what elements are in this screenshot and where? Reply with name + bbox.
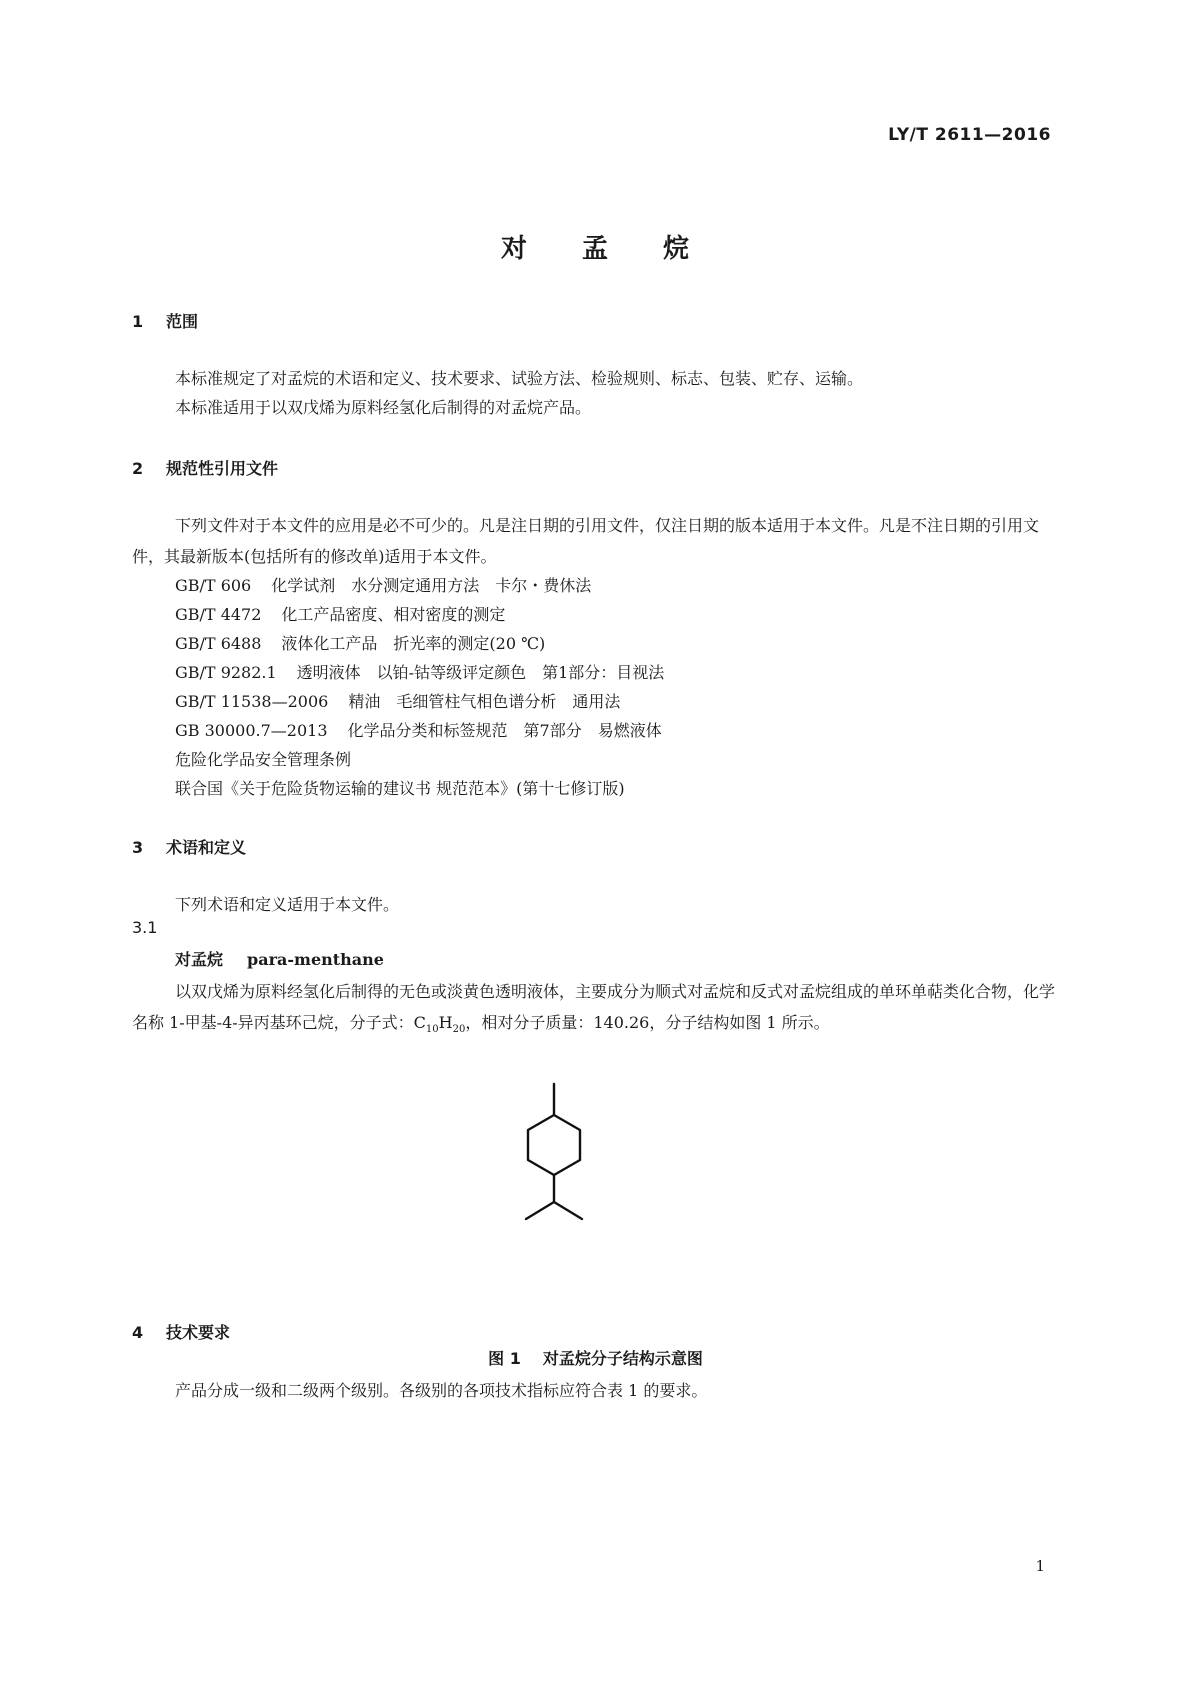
section-2-intro: 下列文件对于本文件的应用是必不可少的。凡是注日期的引用文件，仅注日期的版本适用于本文件。凡是不注日期的引用文件，其最新版本(包括所有的修改单)适用于本文件。 bbox=[132, 516, 1040, 566]
reference-title: 透明液体 以铂-钴等级评定颜色 第1部分：目视法 bbox=[296, 663, 665, 682]
formula-h: H bbox=[438, 1013, 453, 1032]
section-title: 技术要求 bbox=[166, 1323, 231, 1342]
reference-item bbox=[175, 689, 620, 712]
term-number: 3.1 bbox=[132, 918, 158, 937]
section-1-para-2: 本标准适用于以双戊烯为原料经氢化后制得的对孟烷产品。 bbox=[175, 398, 592, 417]
formula-c: C bbox=[413, 1013, 426, 1032]
isopropyl-branch-left bbox=[526, 1202, 554, 1219]
reference-title: 联合国《关于危险货物运输的建议书 规范范本》(第十七修订版) bbox=[175, 779, 625, 798]
reference-item bbox=[175, 718, 662, 741]
page-number: 1 bbox=[1035, 1557, 1045, 1575]
reference-code: GB/T 11538—2006 bbox=[175, 692, 329, 711]
figure-caption-text: 对孟烷分子结构示意图 bbox=[542, 1349, 703, 1368]
figure-label: 图 1 bbox=[488, 1349, 521, 1368]
reference-item bbox=[175, 631, 545, 654]
section-2-heading bbox=[132, 456, 278, 479]
term-heading bbox=[175, 947, 384, 970]
reference-title: 精油 毛细管柱气相色谱分析 通用法 bbox=[348, 692, 621, 711]
reference-code: GB/T 4472 bbox=[175, 605, 262, 624]
reference-item bbox=[175, 602, 505, 625]
section-4-heading bbox=[132, 1320, 230, 1343]
reference-code: GB/T 6488 bbox=[175, 634, 262, 653]
section-3-intro: 下列术语和定义适用于本文件。 bbox=[175, 895, 400, 914]
definition-text-cont: ，相对分子质量：140.26，分子结构如图 1 所示。 bbox=[465, 1013, 830, 1032]
section-1-heading bbox=[132, 309, 198, 332]
reference-item bbox=[175, 660, 664, 683]
section-title: 范围 bbox=[166, 312, 199, 331]
document-title: 对 孟 烷 bbox=[500, 234, 691, 264]
term-chinese: 对孟烷 bbox=[175, 950, 224, 969]
definition-text: 以双戊烯为原料经氢化后制得的无色或淡黄色透明液体，主要成分为顺式对孟烷和反式对孟烷组成的单环单萜类化合物，化学名称 1-甲基-4-异丙基环己烷，分子式： bbox=[132, 982, 1056, 1032]
reference-title: 危险化学品安全管理条例 bbox=[175, 750, 352, 769]
formula-h-subscript: 20 bbox=[452, 1024, 466, 1036]
section-3-heading bbox=[132, 835, 246, 858]
formula-c-subscript: 10 bbox=[425, 1024, 439, 1036]
standard-code: LY/T 2611—2016 bbox=[888, 125, 1051, 145]
section-1-para-1: 本标准规定了对孟烷的术语和定义、技术要求、试验方法、检验规则、标志、包装、贮存、运输。 bbox=[175, 369, 864, 388]
isopropyl-branch-right bbox=[554, 1202, 582, 1219]
reference-item bbox=[175, 776, 625, 799]
cyclohexane-ring bbox=[528, 1115, 580, 1175]
molecule-structure-figure bbox=[520, 1082, 590, 1232]
section-title: 规范性引用文件 bbox=[166, 459, 279, 478]
term-definition bbox=[132, 976, 1055, 1045]
reference-title: 液体化工产品 折光率的测定(20 ℃) bbox=[281, 634, 546, 653]
figure-caption bbox=[0, 1346, 1191, 1369]
reference-item bbox=[175, 573, 591, 596]
section-number: 1 bbox=[132, 312, 144, 331]
term-english: para-menthane bbox=[247, 950, 384, 969]
reference-title: 化学品分类和标签规范 第7部分 易燃液体 bbox=[347, 721, 662, 740]
reference-title: 化工产品密度、相对密度的测定 bbox=[281, 605, 506, 624]
reference-code: GB/T 9282.1 bbox=[175, 663, 277, 682]
reference-item bbox=[175, 747, 351, 770]
reference-title: 化学试剂 水分测定通用方法 卡尔・费休法 bbox=[271, 576, 592, 595]
section-number: 4 bbox=[132, 1323, 144, 1342]
section-number: 2 bbox=[132, 459, 144, 478]
section-4-para: 产品分成一级和二级两个级别。各级别的各项技术指标应符合表 1 的要求。 bbox=[175, 1381, 708, 1400]
section-title: 术语和定义 bbox=[166, 838, 247, 857]
reference-code: GB 30000.7—2013 bbox=[175, 721, 328, 740]
section-number: 3 bbox=[132, 838, 144, 857]
reference-code: GB/T 606 bbox=[175, 576, 252, 595]
